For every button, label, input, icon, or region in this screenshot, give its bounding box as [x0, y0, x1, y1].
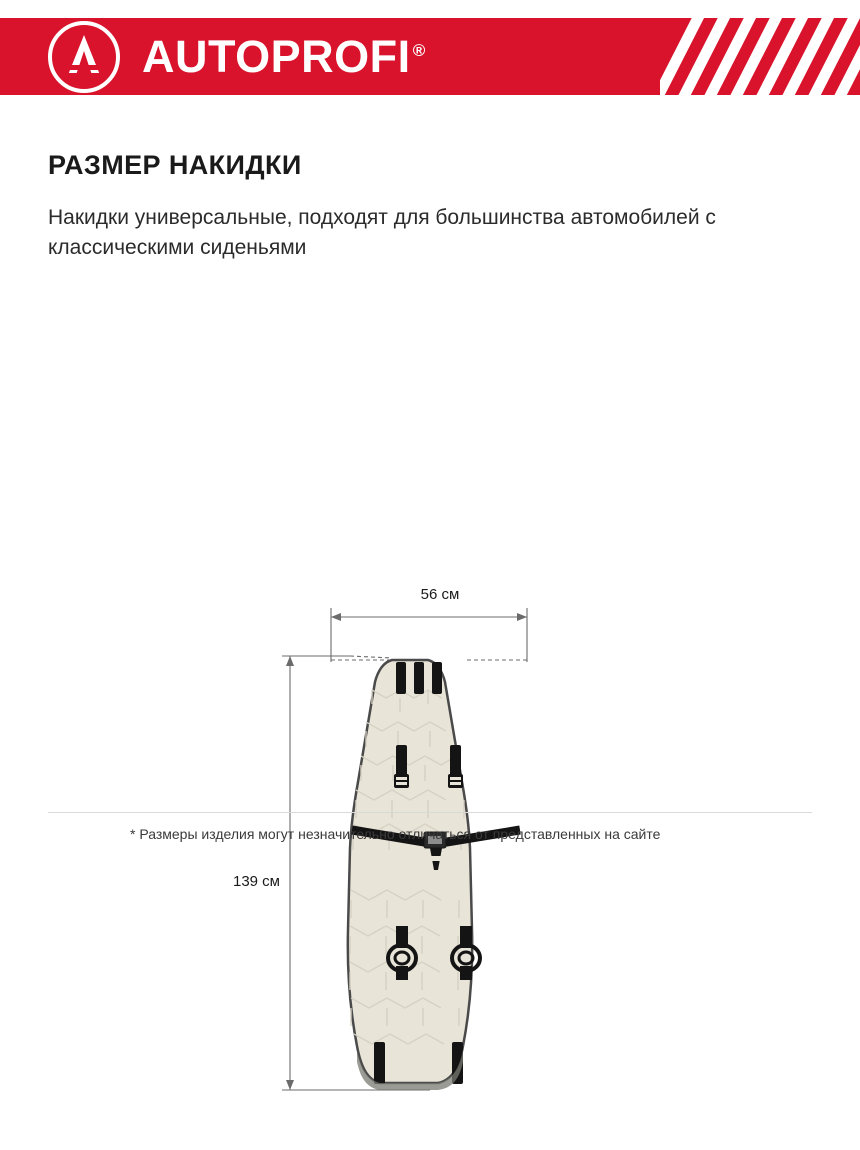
footer-note: * Размеры изделия могут незначительно отличаться от представленных на сайте	[130, 826, 661, 842]
width-dimension-label: 56 см	[420, 586, 460, 603]
brand-header	[0, 18, 860, 95]
decorative-stripes	[660, 18, 860, 95]
brand-name-text: AUTOPROFI	[142, 31, 411, 82]
diagram-svg	[0, 290, 860, 1150]
height-dimension-label: 139 см	[232, 873, 280, 890]
autoprofi-logo-icon	[48, 21, 120, 93]
page-subtitle: Накидки универсальные, подходят для большинства автомобилей с классическими сиденьями	[48, 206, 716, 259]
page-title: РАЗМЕР НАКИДКИ	[48, 150, 302, 180]
footer-divider	[48, 812, 812, 813]
seat-cover-illustration	[348, 660, 520, 1090]
brand-wordmark	[142, 31, 426, 82]
registered-trademark-symbol: ®	[412, 41, 426, 60]
top-straps	[396, 662, 442, 694]
